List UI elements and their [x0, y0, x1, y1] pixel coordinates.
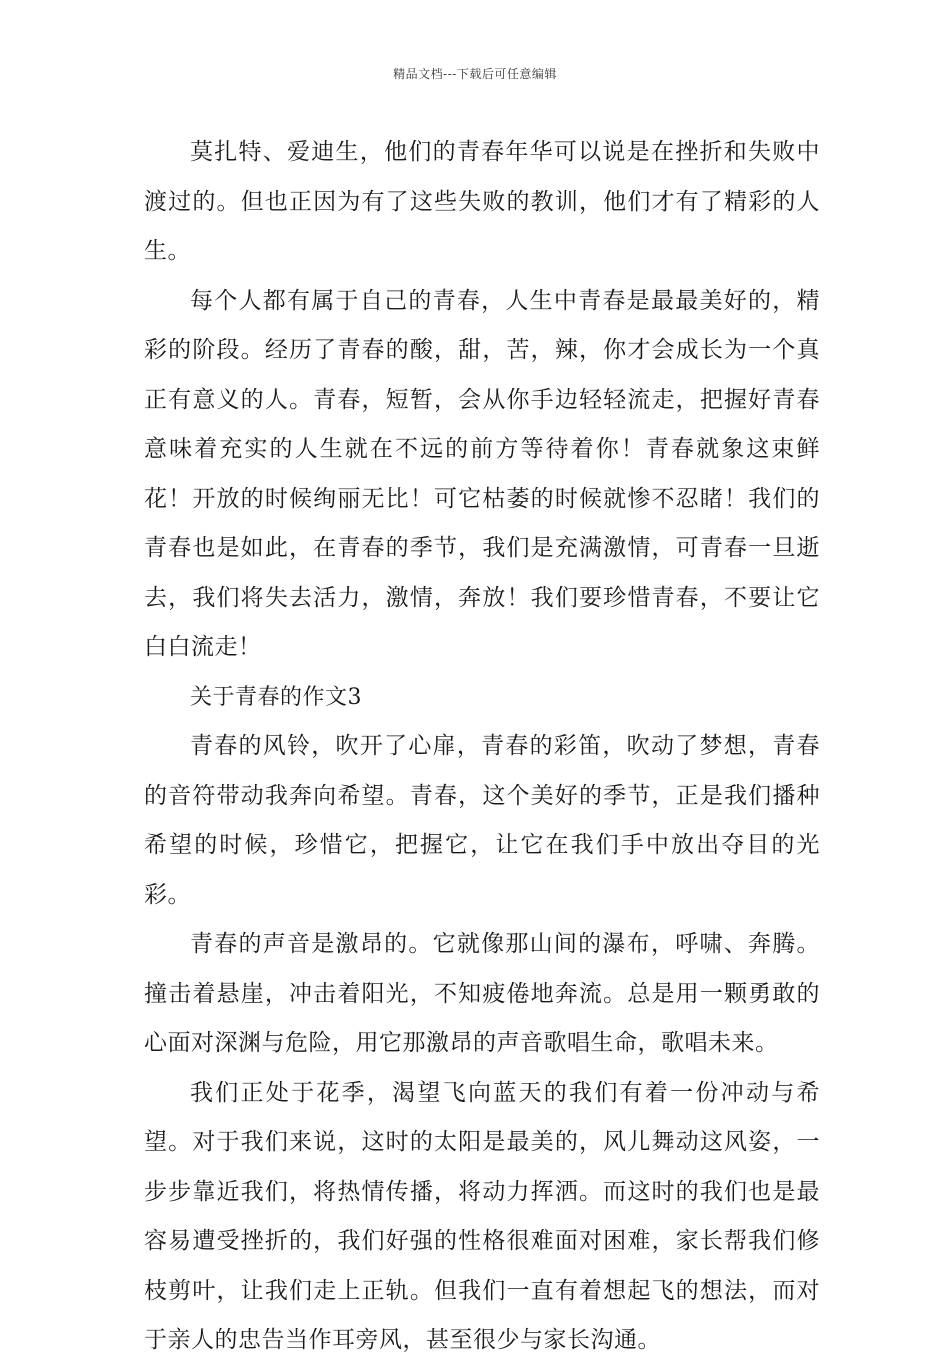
paragraph-1: 莫扎特、爱迪生，他们的青春年华可以说是在挫折和失败中渡过的。但也正因为有了这些失败的教训，他们才有了精彩的人生。: [144, 139, 820, 264]
paragraph-4: 青春的声音是激昂的。它就像那山间的瀑布，呼啸、奔腾。撞击着悬崖，冲击着阳光，不知疲倦地奔流。总是用一颗勇敢的心面对深渊与危险，用它那激昂的声音歌唱生命，歌唱未来。: [144, 931, 820, 1056]
paragraph-3: 青春的风铃，吹开了心扉，青春的彩笛，吹动了梦想，青春的音符带动我奔向希望。青春，这个美好的季节，正是我们播种希望的时候，珍惜它，把握它，让它在我们手中放出夺目的光彩。: [144, 733, 820, 908]
paragraph-2: 每个人都有属于自己的青春，人生中青春是最最美好的，精彩的阶段。经历了青春的酸，甜，苦，辣，你才会成长为一个真正有意义的人。青春，短暂，会从你手边轻轻流走，把握好青春意味着充实的人生就在不远的前方等待着你！青春就象这束鲜花！开放的时候绚丽无比！可它枯萎的时候就惨不忍睹！我们的青春也是如此，在青春的季节，我们是充满激情，可青春一旦逝去，我们将失去活力，激情，奔放！我们要珍惜青春，不要让它白白流走！: [144, 287, 820, 660]
document-body: [144, 128, 820, 1366]
page-header-note: 精品文档---下载后可任意编辑: [393, 67, 557, 81]
section-heading: 关于青春的作文3: [190, 684, 362, 710]
paragraph-5: 我们正处于花季，渴望飞向蓝天的我们有着一份冲动与希望。对于我们来说，这时的太阳是最美的，风儿舞动这风姿，一步步靠近我们，将热情传播，将动力挥洒。而这时的我们也是最容易遭受挫折的，我们好强的性格很难面对困难，家长帮我们修枝剪叶，让我们走上正轨。但我们一直有着想起飞的想法，而对于亲人的忠告当作耳旁风，甚至很少与家长沟通。: [144, 1079, 820, 1353]
